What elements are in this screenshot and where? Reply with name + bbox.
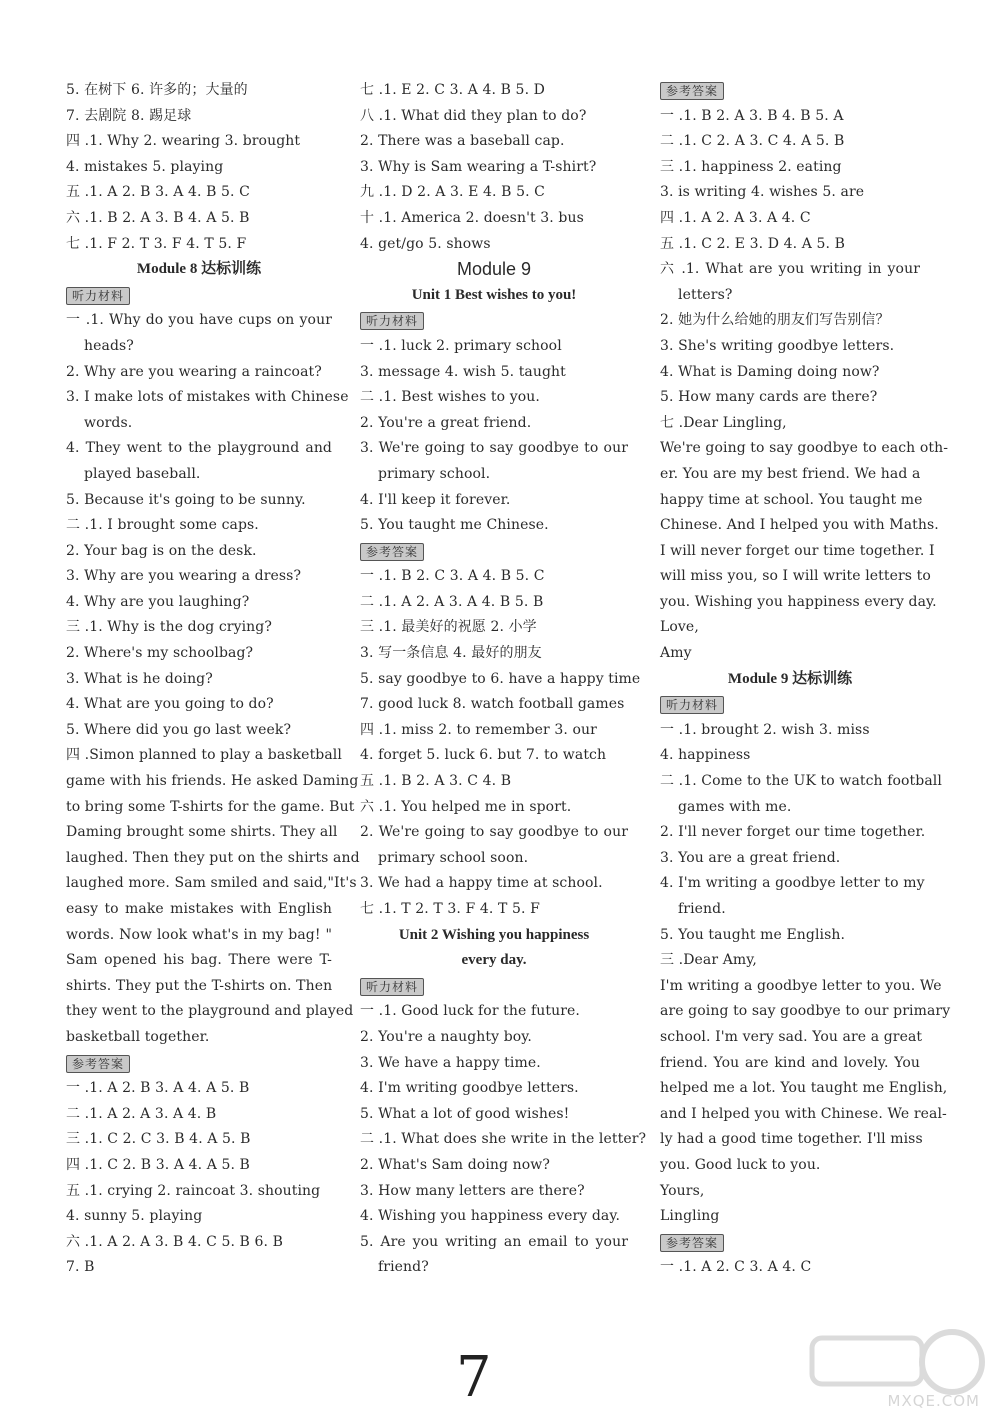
answer-line: 五 .1. A 2. B 3. A 4. B 5. C (66, 184, 250, 201)
section-tag: 参考答案 (660, 1234, 724, 1252)
answer-line: Sam opened his bag. There were T- (66, 952, 332, 969)
answer-line: to bring some T-shirts for the game. But (66, 798, 355, 815)
answer-line: 二 .1. Best wishes to you. (360, 389, 540, 406)
answer-line: you. Good luck to you. (660, 1156, 821, 1173)
answer-line: 三 .1. C 2. C 3. B 4. A 5. B (66, 1131, 251, 1148)
answer-line: 四 .1. miss 2. to remember 3. our (360, 721, 597, 738)
answer-line: helped me a lot. You taught me English, (660, 1080, 948, 1097)
section-tag: 听力材料 (66, 287, 130, 305)
answer-line: game with his friends. He asked Daming (66, 773, 359, 790)
answer-line: 3. How many letters are there? (360, 1182, 585, 1199)
answer-line: 2. There was a baseball cap. (360, 133, 565, 150)
answer-line: 七 .1. E 2. C 3. A 4. B 5. D (360, 82, 545, 98)
answer-line: 4. happiness (660, 747, 751, 764)
answer-line: 7. good luck 8. watch football games (360, 696, 625, 713)
answer-line: Yours, (660, 1182, 705, 1199)
answer-line: are going to say goodbye to our primary (660, 1003, 951, 1020)
answer-line: 八 .1. What did they plan to do? (360, 107, 587, 124)
section-tag-row (360, 539, 628, 565)
answer-line: 2. Your bag is on the desk. (66, 542, 257, 559)
answer-line: 5. You taught me English. (660, 926, 846, 943)
answer-line: games with me. (678, 798, 792, 815)
answer-line: 九 .1. D 2. A 3. E 4. B 5. C (360, 184, 545, 201)
answer-line: 一 .1. luck 2. primary school (360, 337, 562, 354)
answer-line: 一 .1. Good luck for the future. (360, 1003, 580, 1020)
answer-line: 4. I'm writing goodbye letters. (360, 1080, 579, 1097)
answer-line: 一 .1. A 2. C 3. A 4. C (660, 1259, 812, 1276)
answer-line: 5. How many cards are there? (660, 389, 878, 406)
answer-line: 4. I'll keep it forever. (360, 491, 511, 508)
answer-line: 三 .1. happiness 2. eating (660, 158, 842, 175)
answer-line: I will never forget our time together. I (660, 542, 935, 559)
answer-line: 七 .1. F 2. T 3. F 4. T 5. F (66, 235, 247, 252)
answer-line: 四 .1. C 2. B 3. A 4. A 5. B (66, 1156, 250, 1173)
section-tag-row (660, 1230, 920, 1256)
section-tag-row (660, 78, 920, 104)
answer-line: they went to the playground and played (66, 1003, 354, 1020)
answer-line: 二 .1. A 2. A 3. A 4. B (66, 1105, 217, 1122)
answer-line: friend. You are kind and lovely. You (660, 1054, 920, 1071)
section-tag-row (660, 692, 920, 718)
answer-line: 7. 去剧院 8. 踢足球 (66, 107, 192, 124)
answer-line: 3. She's writing goodbye letters. (660, 337, 895, 354)
answer-line: words. (84, 414, 133, 431)
answer-line: 五 .1. B 2. A 3. C 4. B (360, 773, 512, 790)
answer-line: shirts. They put the T-shirts on. Then (66, 977, 333, 994)
answer-line: 5. say goodbye to 6. have a happy time (360, 670, 641, 687)
answer-line: Lingling (660, 1208, 720, 1225)
answer-line: played baseball. (84, 465, 201, 482)
answer-line: 十 .1. America 2. doesn't 3. bus (360, 209, 584, 226)
answer-line: heads? (84, 337, 134, 354)
answer-line: you. Wishing you happiness every day. (660, 593, 937, 610)
watermark-logo (802, 1324, 992, 1414)
answer-line: 二 .1. Come to the UK to watch football (660, 773, 942, 790)
answer-line: 5. What a lot of good wishes! (360, 1105, 570, 1122)
answer-line: 一 .1. B 2. A 3. B 4. B 5. A (660, 107, 844, 124)
answer-line: laughed more. Sam smiled and said,"It's (66, 875, 357, 892)
answer-line: 四 .1. A 2. A 3. A 4. C (660, 209, 811, 226)
section-tag: 参考答案 (660, 82, 724, 100)
answer-line: 六 .1. B 2. A 3. B 4. A 5. B (66, 209, 250, 226)
answer-line: 5. Because it's going to be sunny. (66, 491, 306, 508)
answer-line: 4. Wishing you happiness every day. (360, 1208, 621, 1225)
answer-line: Love, (660, 619, 699, 636)
section-tag: 参考答案 (360, 543, 424, 561)
section-tag-row (360, 974, 628, 1000)
answer-line: 三 .1. Why is the dog crying? (66, 619, 272, 636)
answer-line: 六 .1. You helped me in sport. (360, 798, 572, 815)
section-heading: Unit 2 Wishing you happiness (398, 926, 590, 943)
answer-line: 3. 写一条信息 4. 最好的朋友 (360, 645, 542, 662)
answer-line: easy to make mistakes with English (66, 901, 332, 917)
answer-line: 二 .1. I brought some caps. (66, 517, 259, 534)
answer-line: 五 .1. C 2. E 3. D 4. A 5. B (660, 235, 845, 252)
answer-line: 4. I'm writing a goodbye letter to my (660, 875, 925, 892)
answer-line: 4. They went to the playground and (66, 440, 332, 457)
answer-line: Amy (660, 645, 692, 662)
answer-line: 2. 她为什么给她的朋友们写告别信？ (660, 312, 890, 329)
section-tag-row (66, 283, 332, 309)
answer-line: 5. 在树下 6. 许多的；大量的 (66, 82, 248, 98)
answer-line: 一 .1. A 2. B 3. A 4. A 5. B (66, 1080, 250, 1097)
answer-line: 二 .1. A 2. A 3. A 4. B 5. B (360, 593, 544, 610)
answer-line: I'm writing a goodbye letter to you. We (660, 977, 942, 994)
answer-line: 2. We're going to say goodbye to our (360, 824, 628, 841)
answer-line: 2. Why are you wearing a raincoat? (66, 363, 322, 380)
section-heading: Unit 1 Best wishes to you! (411, 286, 577, 303)
answer-line: 2. What's Sam doing now? (360, 1156, 550, 1173)
answer-line: friend. (678, 901, 726, 917)
section-tag: 听力材料 (360, 312, 424, 330)
answer-line: 3. We have a happy time. (360, 1054, 541, 1071)
answer-line: 7. B (66, 1259, 95, 1276)
answer-line: and I helped you with Chinese. We real- (660, 1105, 947, 1122)
answer-line: school. I'm very sad. You are a great (660, 1028, 923, 1045)
answer-line: 六 .1. A 2. A 3. B 4. C 5. B 6. B (66, 1233, 283, 1250)
answer-line: 四 .1. Why 2. wearing 3. brought (66, 133, 301, 150)
section-tag-row (66, 1051, 332, 1077)
answer-line: 三 .Dear Amy, (660, 952, 757, 969)
answer-line: 4. sunny 5. playing (66, 1208, 203, 1225)
page-number: 7 (456, 1345, 492, 1410)
answer-line: 4. forget 5. luck 6. but 7. to watch (360, 747, 607, 764)
answer-line: 3. is writing 4. wishes 5. are (660, 184, 865, 201)
answer-line: friend? (378, 1259, 429, 1276)
answer-line: 5. You taught me Chinese. (360, 517, 549, 534)
section-tag: 听力材料 (660, 696, 724, 714)
answer-column-middle (360, 78, 647, 1281)
section-heading: Module 9 达标训练 (727, 670, 853, 687)
answer-line: We're going to say goodbye to each oth- (660, 440, 949, 457)
answer-line: 一 .1. Why do you have cups on your (66, 312, 332, 329)
watermark-url: MXQE.COM (887, 1392, 980, 1410)
answer-line: 二 .1. What does she write in the letter? (360, 1131, 647, 1148)
answer-line: er. You are my best friend. We had a (660, 465, 921, 482)
answer-line: 3. We're going to say goodbye to our (360, 440, 628, 457)
answer-line: 2. I'll never forget our time together. (660, 824, 926, 841)
answer-line: 4. What are you going to do? (66, 696, 274, 713)
answer-line: 3. Why is Sam wearing a T-shirt? (360, 158, 597, 175)
answer-line: 一 .1. brought 2. wish 3. miss (660, 721, 870, 738)
answer-column-left (66, 78, 360, 1281)
section-heading: Module 9 (456, 259, 532, 280)
answer-line: primary school soon. (378, 849, 529, 866)
answer-line: 4. mistakes 5. playing (66, 158, 224, 175)
answer-line: 三 .1. 最美好的祝愿 2. 小学 (360, 619, 537, 636)
answer-line: laughed. Then they put on the shirts and (66, 849, 360, 866)
answer-line: primary school. (378, 465, 491, 482)
answer-column-right (660, 78, 951, 1281)
answer-line: will miss you, so I will write letters to (660, 568, 931, 585)
answer-line: 3. You are a great friend. (660, 849, 841, 866)
answer-line: 5. Where did you go last week? (66, 721, 292, 738)
section-tag: 参考答案 (66, 1055, 130, 1073)
answer-line: 二 .1. C 2. A 3. C 4. A 5. B (660, 133, 845, 150)
answer-line: 3. Why are you wearing a dress? (66, 568, 302, 585)
answer-line: 2. You're a naughty boy. (360, 1028, 532, 1045)
answer-line: 七 .Dear Lingling, (660, 414, 787, 431)
answer-line: 4. Why are you laughing? (66, 593, 250, 610)
answer-line: 3. What is he doing? (66, 670, 213, 687)
answer-line: 5. Are you writing an email to your (360, 1233, 628, 1250)
answer-line: ly had a good time together. I'll miss (660, 1131, 923, 1148)
answer-line: 2. You're a great friend. (360, 414, 532, 431)
answer-line: 六 .1. What are you writing in your (660, 261, 920, 278)
answer-line: 3. We had a happy time at school. (360, 875, 603, 892)
answer-line: 4. get/go 5. shows (360, 235, 491, 252)
answer-line: words. Now look what's in my bag! " (66, 926, 332, 943)
answer-line: 2. Where's my schoolbag? (66, 645, 254, 662)
answer-line: Daming brought some shirts. They all (66, 824, 338, 841)
answer-line: happy time at school. You taught me (660, 491, 923, 508)
answer-line: basketball together. (66, 1028, 210, 1045)
answer-line: 四 .Simon planned to play a basketball (66, 747, 342, 764)
answer-line: 一 .1. B 2. C 3. A 4. B 5. C (360, 568, 545, 585)
answer-line: 3. message 4. wish 5. taught (360, 363, 566, 380)
answer-line: letters? (678, 286, 733, 303)
answer-line: 4. What is Daming doing now? (660, 363, 880, 380)
answer-line: 七 .1. T 2. T 3. F 4. T 5. F (360, 901, 540, 917)
section-tag: 听力材料 (360, 978, 424, 996)
answer-line: 3. I make lots of mistakes with Chinese (66, 389, 349, 406)
section-heading: Module 8 达标训练 (136, 261, 262, 278)
answer-line: Chinese. And I helped you with Maths. (660, 517, 939, 534)
section-heading: every day. (461, 952, 527, 969)
answer-line: 五 .1. crying 2. raincoat 3. shouting (66, 1182, 321, 1199)
section-tag-row (360, 308, 628, 334)
